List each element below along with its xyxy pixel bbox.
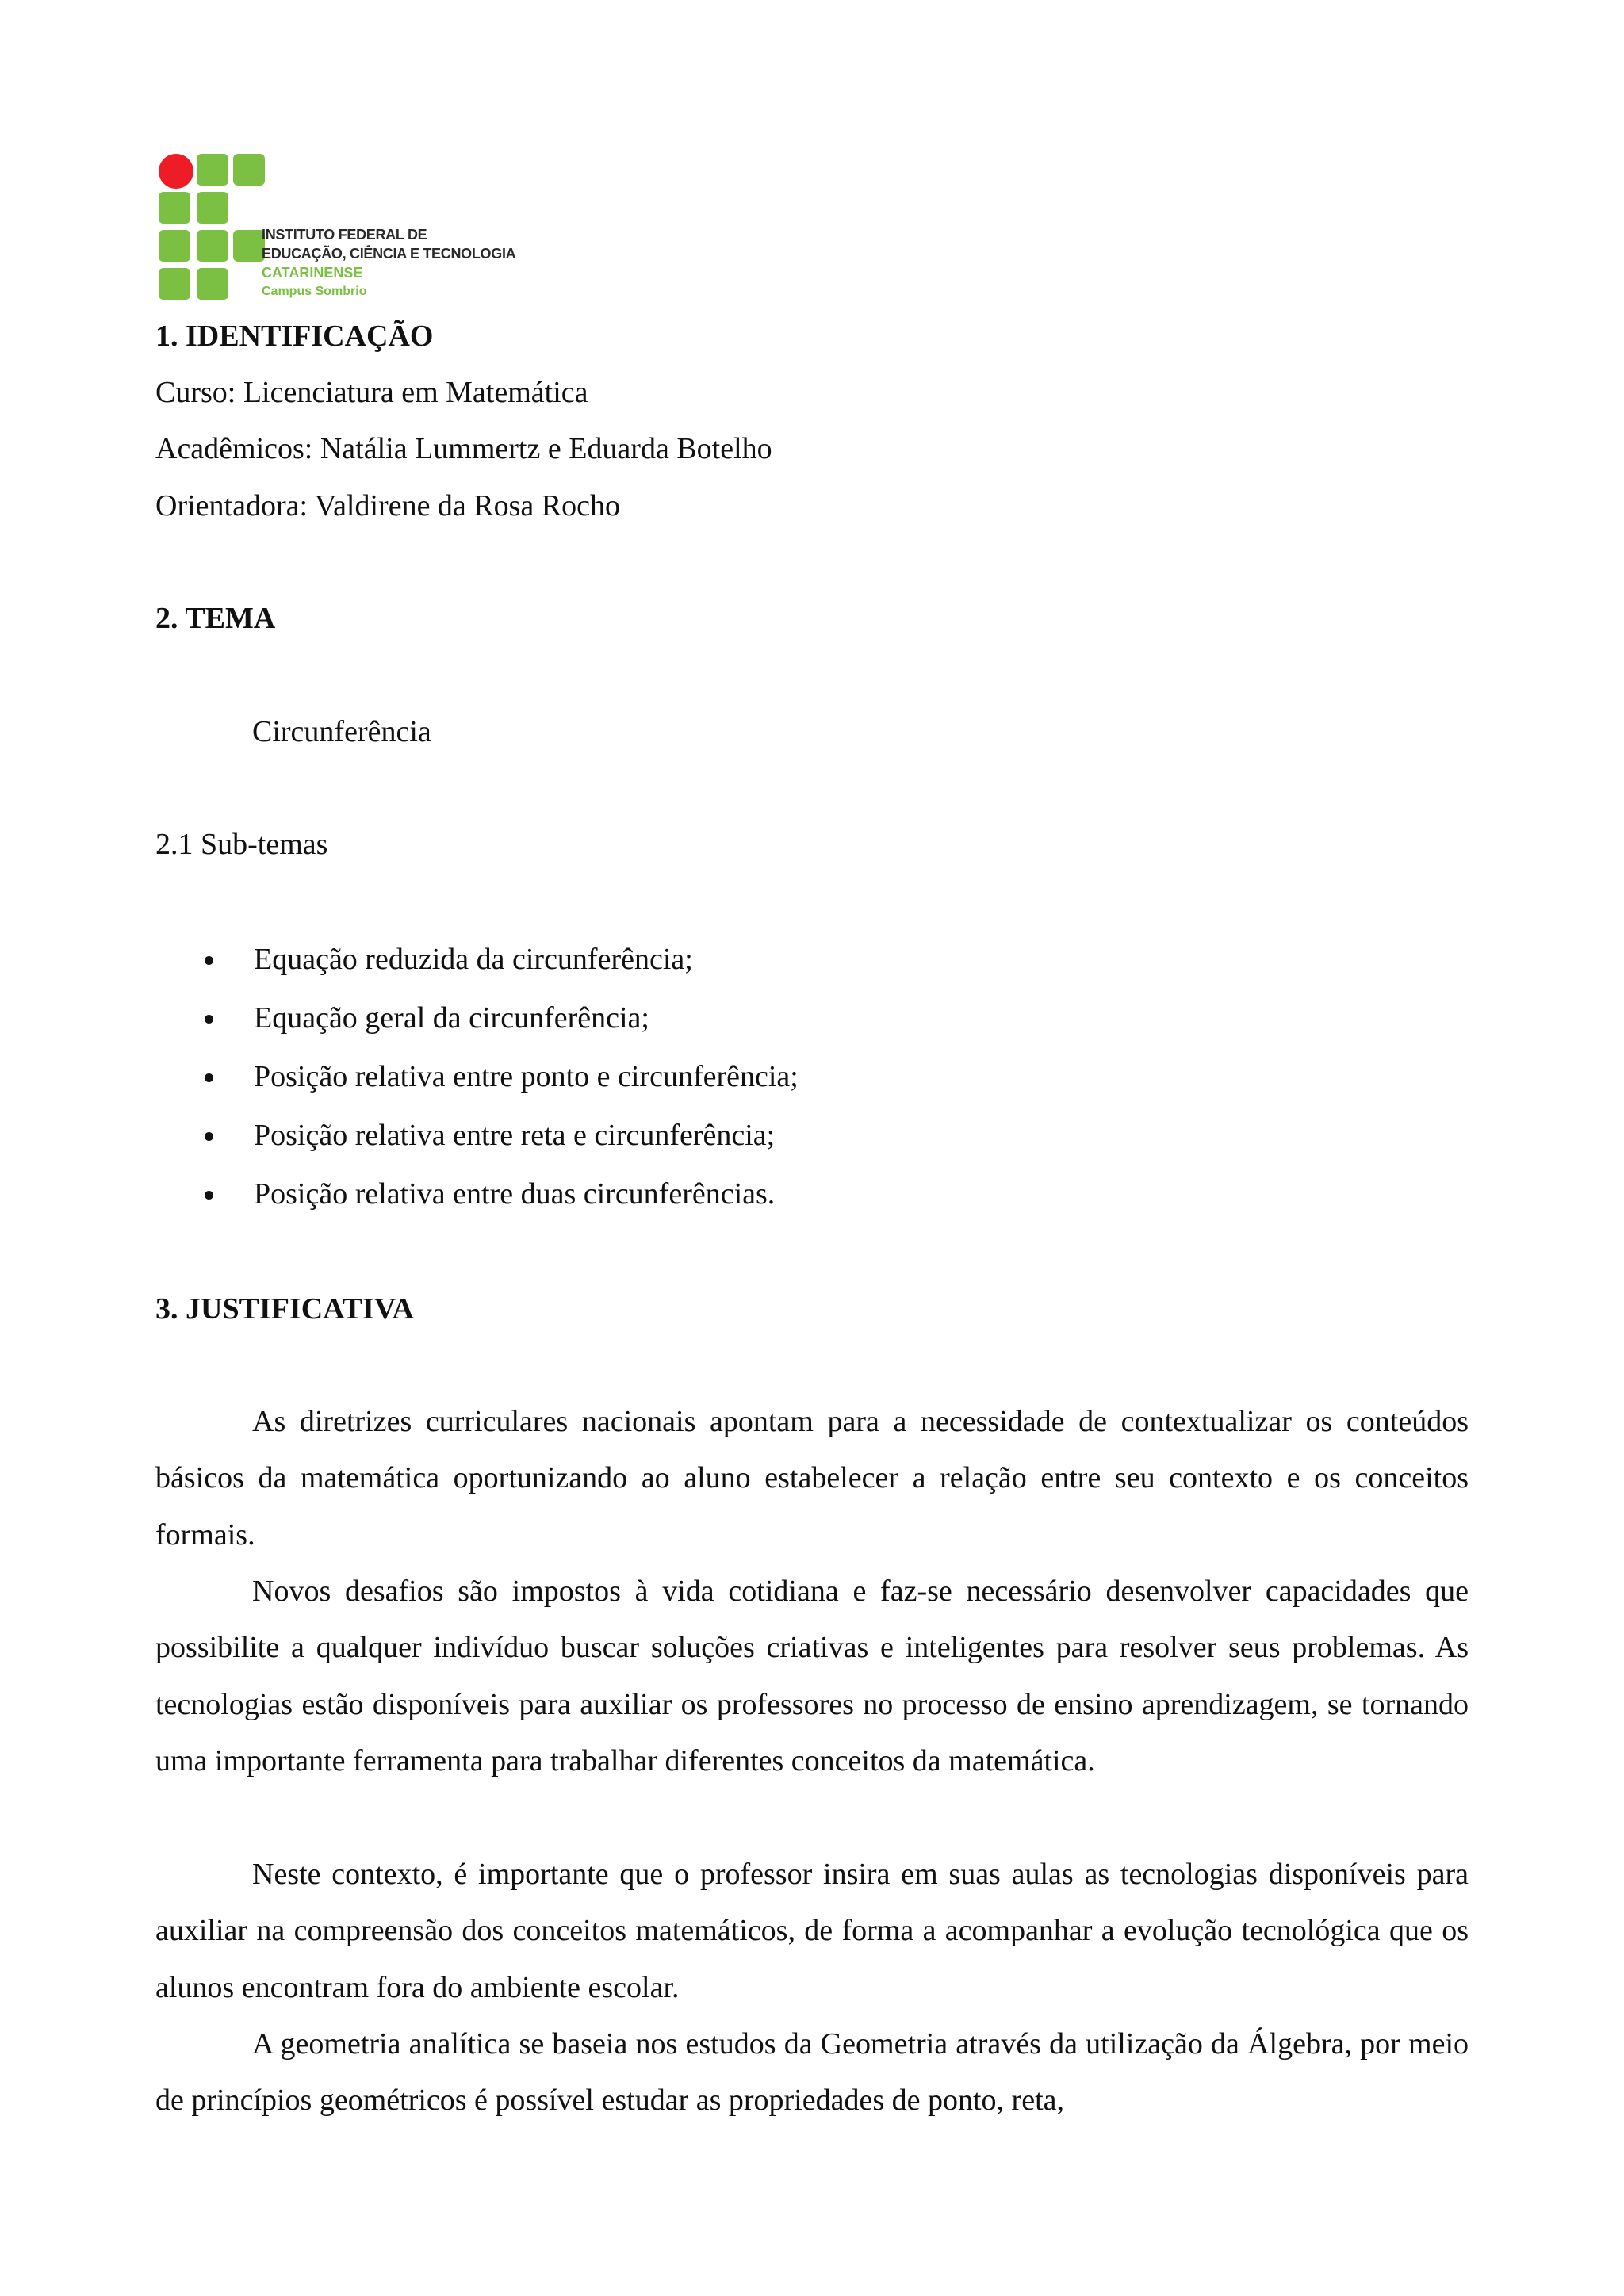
logo-squares-icon <box>157 152 268 303</box>
paragraph-1: As diretrizes curriculares nacionais apontam para a necessidade de contextualizar os conteúdos básicos da matemática oportunizando ao aluno estabelecer a relação entre seu contexto e os conceitos formais. <box>155 1405 1469 1552</box>
list-item-text: Posição relativa entre duas circunferências. <box>254 1177 776 1211</box>
curso-line: Curso: Licenciatura em Matemática <box>155 376 588 409</box>
institution-logo <box>157 152 522 303</box>
heading-tema: 2. TEMA <box>155 602 276 635</box>
list-item-text: Posição relativa entre ponto e circunferência; <box>254 1060 799 1093</box>
logo-line-1: INSTITUTO FEDERAL DE <box>262 227 427 243</box>
logo-line-3: CATARINENSE <box>262 265 363 281</box>
paragraph-4: A geometria analítica se baseia nos estudos da Geometria através da utilização da Álgebra, por meio de princípios geométricos é possível estudar as propriedades de ponto, reta, <box>155 2027 1469 2118</box>
tema-value: Circunferência <box>252 715 431 748</box>
bullet-icon <box>205 1132 213 1141</box>
logo-line-2: EDUCAÇÃO, CIÊNCIA E TECNOLOGIA <box>262 246 516 262</box>
orientadora-line: Orientadora: Valdirene da Rosa Rocho <box>155 489 621 522</box>
bullet-icon <box>205 956 213 965</box>
list-item-text: Posição relativa entre reta e circunferência; <box>254 1119 776 1152</box>
heading-identificacao: 1. IDENTIFICAÇÃO <box>155 320 434 353</box>
bullet-icon <box>205 1191 213 1200</box>
list-item-text: Equação geral da circunferência; <box>254 1001 649 1035</box>
paragraph-3: Neste contexto, é importante que o professor insira em suas aulas as tecnologias disponíveis para auxiliar na compreensão dos conceitos matemáticos, de forma a acompanhar a evolução tecnológica que os alunos encontram fora do ambiente escolar. <box>155 1858 1469 2004</box>
bullet-icon <box>205 1073 213 1082</box>
bullet-icon <box>205 1015 213 1024</box>
list-item-text: Equação reduzida da circunferência; <box>254 943 693 976</box>
logo-text <box>262 225 515 301</box>
paragraph-2: Novos desafios são impostos à vida cotidiana e faz-se necessário desenvolver capacidades que possibilite a qualquer indivíduo buscar soluções criativas e inteligentes para resolver seus problemas. As tecnologias estão disponíveis para auxiliar os professores no processo de ensino aprendizagem, se tornando uma importante ferramenta para trabalhar diferentes conceitos da matemática. <box>155 1575 1469 1778</box>
heading-justificativa: 3. JUSTIFICATIVA <box>155 1292 414 1326</box>
academicos-line: Acadêmicos: Natália Lummertz e Eduarda Botelho <box>155 432 772 465</box>
heading-subtemas: 2.1 Sub-temas <box>155 828 328 861</box>
logo-line-4: Campus Sombrio <box>262 285 367 298</box>
